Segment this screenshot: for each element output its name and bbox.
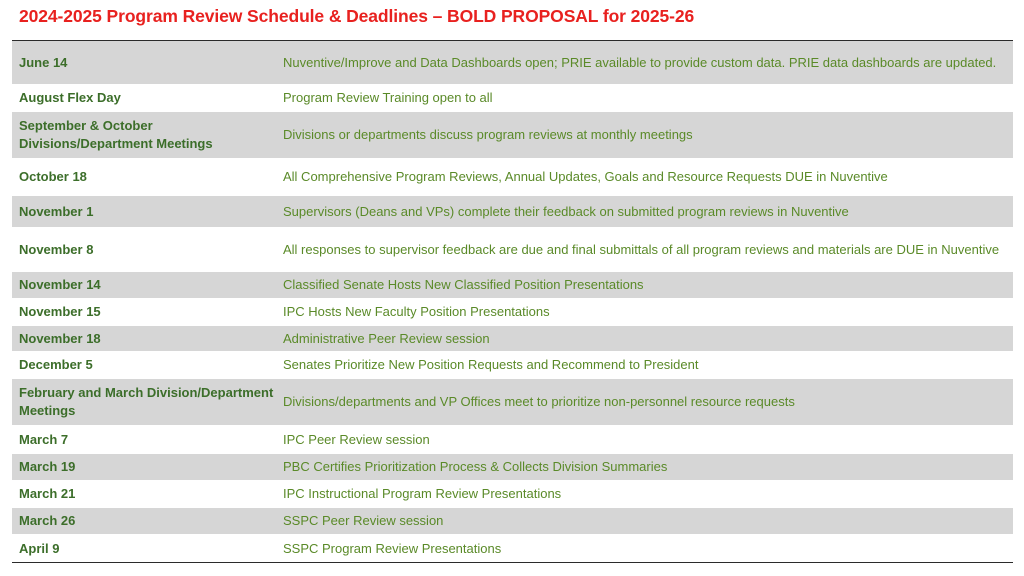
page-title: 2024-2025 Program Review Schedule & Deadlines – BOLD PROPOSAL for 2025-26: [19, 6, 695, 26]
row-description: Classified Senate Hosts New Classified Position Presentations: [283, 277, 644, 292]
table-row: [12, 112, 1013, 159]
table-row: [12, 272, 1013, 299]
row-description: Divisions/departments and VP Offices meet to prioritize non-personnel resource requests: [283, 394, 795, 409]
row-description: Supervisors (Deans and VPs) complete their feedback on submitted program reviews in Nuventive: [283, 203, 849, 219]
table-row: [12, 508, 1013, 535]
row-date: March 19: [19, 459, 76, 474]
row-date: March 7: [19, 431, 69, 447]
row-date: November 8: [19, 241, 94, 257]
row-description: All Comprehensive Program Reviews, Annual Updates, Goals and Resource Requests DUE in Nuventive: [283, 169, 888, 184]
table-row: [12, 228, 1013, 272]
row-date: March 21: [19, 486, 76, 501]
table-row: [12, 85, 1013, 112]
table-row: [12, 326, 1013, 352]
table-row: [12, 196, 1013, 228]
table-row: [12, 454, 1013, 481]
row-date: November 1: [19, 203, 94, 219]
row-date: February and March Division/Department Meetings: [19, 385, 274, 418]
row-description: PBC Certifies Prioritization Process & Collects Division Summaries: [283, 459, 668, 474]
table-row: [12, 481, 1013, 508]
row-date: June 14: [19, 54, 68, 70]
row-description: IPC Hosts New Faculty Position Presentations: [283, 304, 550, 319]
table-row: [12, 426, 1013, 454]
row-description: Program Review Training open to all: [283, 90, 493, 105]
table-row: [12, 379, 1013, 426]
row-description: SSPC Program Review Presentations: [283, 540, 502, 556]
row-date: October 18: [19, 169, 87, 184]
row-description: IPC Instructional Program Review Presentations: [283, 486, 562, 501]
row-date: November 14: [19, 277, 101, 292]
row-description: Administrative Peer Review session: [283, 330, 490, 346]
row-description: All responses to supervisor feedback are due and final submittals of all program reviews and materials are DUE in Nuventive: [283, 241, 1000, 257]
row-date: September & October Divisions/Department Meetings: [19, 118, 213, 151]
row-description: SSPC Peer Review session: [283, 513, 444, 528]
table-row: [12, 159, 1013, 196]
table-row: [12, 299, 1013, 326]
row-description: Senates Prioritize New Position Requests and Recommend to President: [283, 357, 699, 372]
row-description: Divisions or departments discuss program reviews at monthly meetings: [283, 127, 693, 142]
schedule-table: [12, 40, 1013, 563]
row-date: November 18: [19, 330, 101, 346]
row-date: March 26: [19, 513, 76, 528]
row-date: April 9: [19, 540, 60, 556]
row-date: December 5: [19, 357, 93, 372]
table-row: [12, 352, 1013, 379]
table-row: [12, 41, 1013, 85]
row-description: IPC Peer Review session: [283, 431, 430, 447]
row-date: November 15: [19, 304, 101, 319]
table-row: [12, 535, 1013, 562]
row-description: Nuventive/Improve and Data Dashboards open; PRIE available to provide custom data. PRIE data dashboards are updated.: [283, 54, 997, 70]
row-date: August Flex Day: [19, 90, 121, 105]
